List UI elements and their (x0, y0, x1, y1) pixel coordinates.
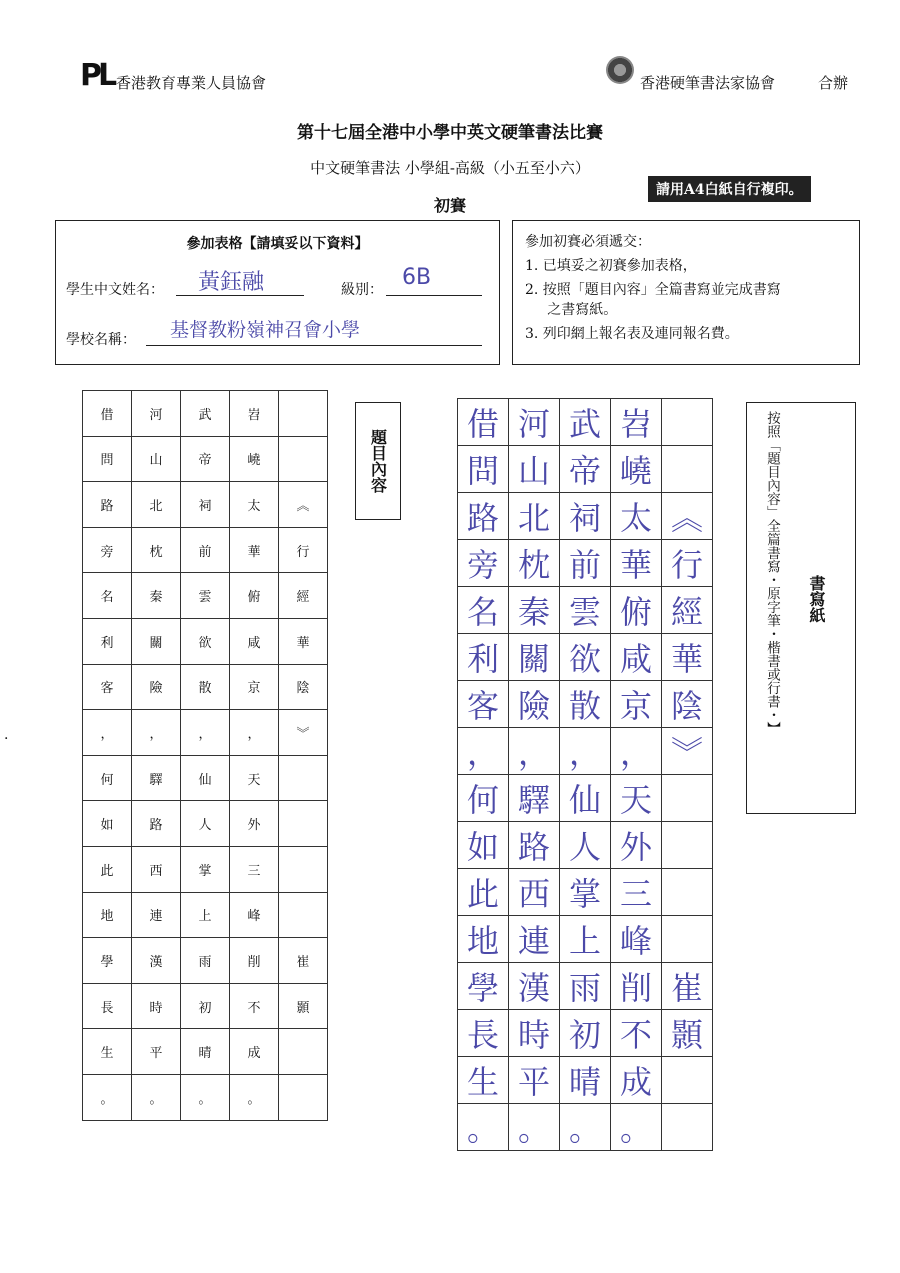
requirement-item: 1. 已填妥之初賽參加表格， (525, 258, 697, 274)
writing-cell[interactable]: 武 (560, 399, 611, 446)
writing-cell[interactable]: 前 (560, 540, 611, 587)
reference-row (83, 482, 328, 528)
reference-cell: 祠 (181, 482, 230, 528)
writing-cell[interactable] (662, 446, 713, 493)
reference-cell: 河 (132, 391, 181, 437)
reference-cell: 太 (230, 482, 279, 528)
reference-cell: 。 (181, 1074, 230, 1120)
competition-title: 第十七屆全港中小學中英文硬筆書法比賽 (297, 123, 603, 143)
submission-requirements (512, 220, 860, 365)
reference-cell: 生 (83, 1029, 132, 1075)
reference-cell: 人 (181, 801, 230, 847)
writing-cell[interactable]: 岧 (611, 399, 662, 446)
reference-cell: 華 (279, 618, 328, 664)
reference-cell: 京 (230, 664, 279, 710)
writing-cell[interactable]: 華 (611, 540, 662, 587)
writing-cell[interactable] (662, 822, 713, 869)
organizer-right: 香港硬筆書法家協會 (640, 74, 776, 92)
writing-cell[interactable]: ︽ (662, 493, 713, 540)
writing-cell[interactable] (662, 916, 713, 963)
reference-cell: 三 (230, 846, 279, 892)
writing-cell[interactable]: 。 (560, 1104, 611, 1151)
reference-cell: 經 (279, 573, 328, 619)
writing-cell[interactable]: 外 (611, 822, 662, 869)
reference-cell: 路 (132, 801, 181, 847)
writing-cell[interactable]: 仙 (560, 775, 611, 822)
writing-row (458, 916, 713, 963)
form-heading: 參加表格【請填妥以下資料】 (186, 236, 369, 252)
writing-cell[interactable]: 旁 (458, 540, 509, 587)
writing-row (458, 587, 713, 634)
reference-cell: 武 (181, 391, 230, 437)
class-underline (386, 295, 482, 296)
reference-cell: 長 (83, 983, 132, 1029)
writing-cell[interactable] (662, 399, 713, 446)
reference-cell: 陰 (279, 664, 328, 710)
writing-cell[interactable]: 驛 (509, 775, 560, 822)
writing-cell[interactable]: 西 (509, 869, 560, 916)
writing-cell[interactable]: 此 (458, 869, 509, 916)
reference-cell: 險 (132, 664, 181, 710)
name-value[interactable]: 黃鈺融 (198, 270, 265, 295)
writing-cell[interactable]: 帝 (560, 446, 611, 493)
writing-row (458, 775, 713, 822)
school-underline (146, 345, 482, 346)
reference-cell: 初 (181, 983, 230, 1029)
requirement-item: 3. 列印網上報名表及連同報名費。 (525, 326, 739, 342)
writing-cell[interactable]: ， (611, 728, 662, 775)
class-label: 級別： (341, 282, 383, 298)
writing-cell[interactable]: 。 (509, 1104, 560, 1151)
requirements-heading: 參加初賽必須遞交： (525, 234, 651, 250)
reference-cell: 前 (181, 527, 230, 573)
reference-cell: 俯 (230, 573, 279, 619)
writing-cell[interactable]: 削 (611, 963, 662, 1010)
reference-cell: 此 (83, 846, 132, 892)
writing-cell[interactable]: 路 (509, 822, 560, 869)
reference-cell: 行 (279, 527, 328, 573)
reference-cell: ︾ (279, 710, 328, 756)
writing-row (458, 493, 713, 540)
reference-row (83, 1029, 328, 1075)
association-logo: PL (80, 58, 114, 93)
school-value[interactable]: 基督教粉嶺神召會小學 (170, 319, 361, 341)
writing-cell[interactable]: 掌 (560, 869, 611, 916)
writing-cell[interactable]: ︾ (662, 728, 713, 775)
reference-cell: 客 (83, 664, 132, 710)
reference-cell: 外 (230, 801, 279, 847)
reference-cell (279, 436, 328, 482)
writing-cell[interactable]: 三 (611, 869, 662, 916)
writing-row (458, 869, 713, 916)
writing-row (458, 399, 713, 446)
writing-cell[interactable]: ， (560, 728, 611, 775)
requirement-item: 2. 按照「題目內容」全篇書寫並完成書寫 (525, 282, 781, 298)
reference-cell: 岧 (230, 391, 279, 437)
writing-row (458, 1010, 713, 1057)
writing-cell[interactable]: 險 (509, 681, 560, 728)
reference-cell: 上 (181, 892, 230, 938)
reference-cell: 。 (230, 1074, 279, 1120)
writing-cell[interactable]: 路 (458, 493, 509, 540)
reference-cell: 雲 (181, 573, 230, 619)
reference-row (83, 938, 328, 984)
reference-row (83, 710, 328, 756)
writing-cell[interactable]: 漢 (509, 963, 560, 1010)
writing-cell[interactable]: 行 (662, 540, 713, 587)
writing-cell[interactable]: 問 (458, 446, 509, 493)
writing-cell[interactable]: 初 (560, 1010, 611, 1057)
reference-cell: 名 (83, 573, 132, 619)
reference-cell: 天 (230, 755, 279, 801)
writing-cell[interactable]: 。 (458, 1104, 509, 1151)
reference-cell: 崔 (279, 938, 328, 984)
reference-row (83, 983, 328, 1029)
writing-cell[interactable]: 枕 (509, 540, 560, 587)
writing-cell[interactable]: 祠 (560, 493, 611, 540)
writing-cell[interactable]: 顥 (662, 1010, 713, 1057)
writing-cell[interactable]: 地 (458, 916, 509, 963)
reference-row (83, 755, 328, 801)
reference-cell (279, 755, 328, 801)
reference-cell: ︽ (279, 482, 328, 528)
reference-row (83, 1074, 328, 1120)
requirement-item: 之書寫紙。 (525, 302, 618, 318)
writing-cell[interactable]: 如 (458, 822, 509, 869)
reference-cell: 問 (83, 436, 132, 482)
reference-cell: 驛 (132, 755, 181, 801)
writing-row (458, 634, 713, 681)
reference-cell: 旁 (83, 527, 132, 573)
school-label: 學校名稱： (66, 332, 136, 348)
reference-cell: 連 (132, 892, 181, 938)
writing-cell[interactable]: 平 (509, 1057, 560, 1104)
writing-row (458, 963, 713, 1010)
writing-row (458, 446, 713, 493)
reference-cell: 。 (132, 1074, 181, 1120)
writing-cell[interactable]: 秦 (509, 587, 560, 634)
reference-cell: 仙 (181, 755, 230, 801)
reference-cell: 枕 (132, 527, 181, 573)
reference-cell: 時 (132, 983, 181, 1029)
writing-instruction: 按照「題目內容」全篇書寫・原字筆・楷書或行書・】 (764, 411, 780, 735)
writing-cell[interactable]: 京 (611, 681, 662, 728)
reference-row (83, 391, 328, 437)
reference-cell: 削 (230, 938, 279, 984)
writing-cell[interactable]: ， (509, 728, 560, 775)
reference-cell (279, 846, 328, 892)
reference-cell: 秦 (132, 573, 181, 619)
writing-cell[interactable]: 俯 (611, 587, 662, 634)
writing-cell[interactable]: 華 (662, 634, 713, 681)
writing-cell[interactable]: 太 (611, 493, 662, 540)
reference-cell: ， (181, 710, 230, 756)
writing-cell[interactable]: 成 (611, 1057, 662, 1104)
reference-row (83, 527, 328, 573)
margin-mark: · (4, 731, 9, 747)
writing-cell[interactable]: 散 (560, 681, 611, 728)
reference-row (83, 664, 328, 710)
reference-row (83, 573, 328, 619)
writing-cell[interactable]: 咸 (611, 634, 662, 681)
reference-cell: 平 (132, 1029, 181, 1075)
reference-cell: 山 (132, 436, 181, 482)
reference-cell (279, 801, 328, 847)
writing-paper-title: 書寫紙 (807, 575, 826, 623)
writing-cell[interactable]: 名 (458, 587, 509, 634)
reference-cell (279, 1029, 328, 1075)
writing-cell[interactable]: 客 (458, 681, 509, 728)
reference-cell: 咸 (230, 618, 279, 664)
reference-row (83, 846, 328, 892)
writing-cell[interactable] (662, 775, 713, 822)
reference-cell: 峰 (230, 892, 279, 938)
entry-form (55, 220, 500, 365)
writing-cell[interactable] (662, 1057, 713, 1104)
writing-cell[interactable]: 崔 (662, 963, 713, 1010)
reference-cell: 北 (132, 482, 181, 528)
reference-row (83, 892, 328, 938)
reference-text-grid (82, 390, 328, 1121)
reference-cell: 學 (83, 938, 132, 984)
writing-cell[interactable] (662, 869, 713, 916)
writing-cell[interactable]: 。 (611, 1104, 662, 1151)
reference-cell: ， (83, 710, 132, 756)
reference-cell: 欲 (181, 618, 230, 664)
reference-cell: 散 (181, 664, 230, 710)
writing-cell[interactable]: 借 (458, 399, 509, 446)
writing-cell[interactable]: 天 (611, 775, 662, 822)
writing-cell[interactable]: 經 (662, 587, 713, 634)
topic-content-label: 題目內容 (355, 402, 401, 520)
reference-cell (279, 1074, 328, 1120)
writing-cell[interactable]: 長 (458, 1010, 509, 1057)
reference-cell: 成 (230, 1029, 279, 1075)
reference-cell: 顥 (279, 983, 328, 1029)
writing-cell[interactable]: 利 (458, 634, 509, 681)
writing-cell[interactable]: 嶢 (611, 446, 662, 493)
competition-subtitle: 中文硬筆書法 小學組-高級（小五至小六） (310, 159, 590, 177)
writing-cell[interactable]: 何 (458, 775, 509, 822)
reference-cell (279, 892, 328, 938)
reference-cell: 地 (83, 892, 132, 938)
reference-cell: ， (230, 710, 279, 756)
reference-cell: 關 (132, 618, 181, 664)
writing-row (458, 681, 713, 728)
reference-cell: 晴 (181, 1029, 230, 1075)
writing-row (458, 1057, 713, 1104)
writing-row (458, 540, 713, 587)
joint-organize-label: 合辦 (818, 74, 849, 92)
writing-cell[interactable]: 人 (560, 822, 611, 869)
reference-cell: 如 (83, 801, 132, 847)
reference-cell: 漢 (132, 938, 181, 984)
writing-cell[interactable]: 關 (509, 634, 560, 681)
writing-cell[interactable]: 學 (458, 963, 509, 1010)
writing-row (458, 1104, 713, 1151)
reference-cell: 不 (230, 983, 279, 1029)
writing-cell[interactable]: 北 (509, 493, 560, 540)
writing-cell[interactable]: 生 (458, 1057, 509, 1104)
writing-cell[interactable]: 山 (509, 446, 560, 493)
writing-cell[interactable]: 上 (560, 916, 611, 963)
reference-cell: 華 (230, 527, 279, 573)
class-value[interactable]: 6B (402, 265, 432, 290)
reference-row (83, 436, 328, 482)
reference-cell: 路 (83, 482, 132, 528)
reference-cell: 掌 (181, 846, 230, 892)
writing-row (458, 728, 713, 775)
print-note-badge: 請用A4白紙自行複印。 (648, 176, 811, 202)
reference-cell: 嶢 (230, 436, 279, 482)
reference-row (83, 801, 328, 847)
name-label: 學生中文姓名： (66, 282, 164, 298)
reference-cell: 何 (83, 755, 132, 801)
reference-cell: ， (132, 710, 181, 756)
reference-cell: 帝 (181, 436, 230, 482)
reference-cell: 。 (83, 1074, 132, 1120)
writing-row (458, 822, 713, 869)
reference-cell (279, 391, 328, 437)
writing-cell[interactable]: 時 (509, 1010, 560, 1057)
writing-cell[interactable]: 峰 (611, 916, 662, 963)
writing-cell[interactable]: 不 (611, 1010, 662, 1057)
reference-cell: 西 (132, 846, 181, 892)
reference-cell: 雨 (181, 938, 230, 984)
organizer-left: 香港教育專業人員協會 (116, 74, 267, 92)
writing-cell[interactable]: 雲 (560, 587, 611, 634)
writing-cell[interactable]: 晴 (560, 1057, 611, 1104)
writing-cell[interactable]: ， (458, 728, 509, 775)
writing-cell[interactable] (662, 1104, 713, 1151)
reference-cell: 借 (83, 391, 132, 437)
writing-grid[interactable] (457, 398, 713, 1151)
writing-cell[interactable]: 欲 (560, 634, 611, 681)
writing-cell[interactable]: 河 (509, 399, 560, 446)
writing-cell[interactable]: 陰 (662, 681, 713, 728)
writing-paper-box (746, 402, 856, 814)
writing-cell[interactable]: 連 (509, 916, 560, 963)
reference-cell: 利 (83, 618, 132, 664)
calligraphy-association-seal-icon (606, 56, 634, 84)
round-label: 初賽 (433, 196, 466, 215)
writing-cell[interactable]: 雨 (560, 963, 611, 1010)
reference-row (83, 618, 328, 664)
